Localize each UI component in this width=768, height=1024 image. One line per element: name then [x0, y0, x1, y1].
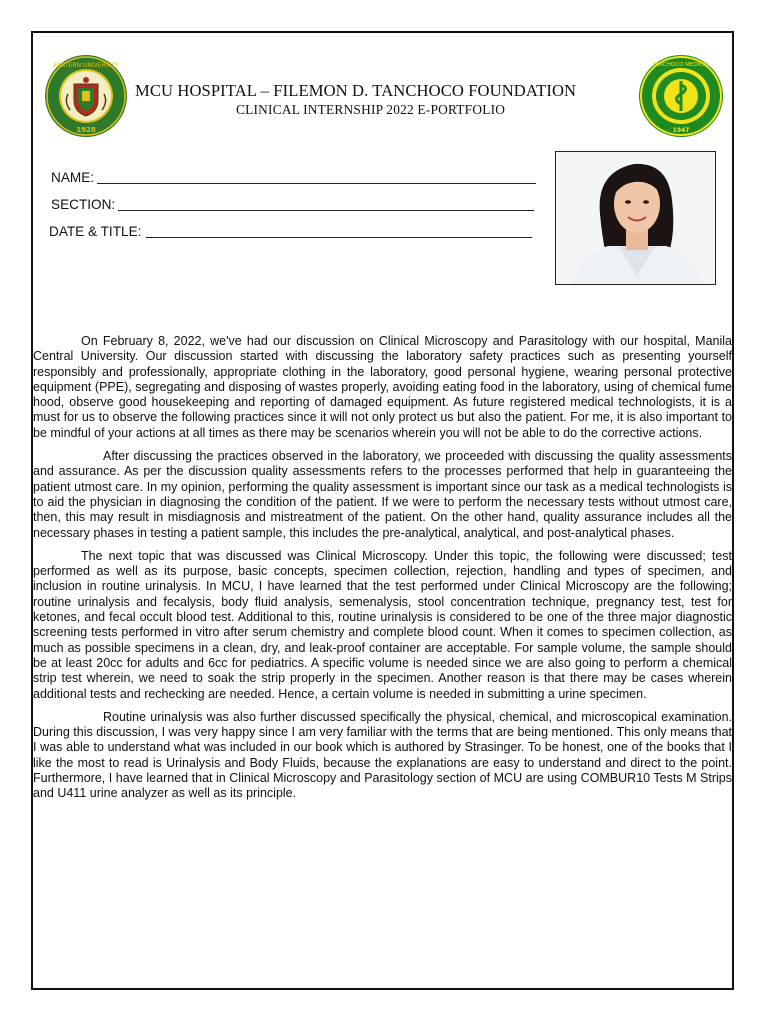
- medical-foundation-seal-icon: [638, 54, 724, 138]
- section-field[interactable]: [118, 210, 534, 211]
- date-title-label: DATE & TITLE:: [49, 224, 142, 239]
- seal-year: 1928: [76, 126, 96, 134]
- seal-ring-text: TANCHOCO MEDICAL: [652, 62, 710, 68]
- paragraph-2: After discussing the practices observed in the laboratory, we proceeded with discussing the quality assessments and assurance. As per the discussion quality assessments refers to the processes performed that help in guaranteeing the patient utmost care. In my opinion, performing the quality assessment is important since our task as a medical technologists is to aid the physician in diagnosing the condition of the patient. If we were to perform the necessary tests without utmost care, then, this may result in misdiagnosis and mistreatment of the patient. On the other hand, quality assurance includes all the necessary phases in testing a patient sample, this includes the pre-analytical, analytical, and post-analytical phases.: [33, 449, 732, 540]
- paragraph-3: The next topic that was discussed was Clinical Microscopy. Under this topic, the following were discussed; test performed as well as its purpose, basic concepts, specimen collection, rejection, handling and types of specimen, and inclusion in routine urinalysis. In MCU, I have learned that the test performed under Clinical Microscopy are the following; routine urinalysis and fecalysis, body fluid analysis, semenalysis, stool concentration technique, pregnancy test, test for ketones, and fecal occult blood test. Additional to this, routine urinalysis is considered to be one of the three major diagnostic screening tests performed in vitro after serum chemistry and complete blood count. When it comes to specimen collection, as much as possible specimens in a clean, dry, and leak-proof container are acceptable. For sample volume, the sample should be at least 20cc for adults and 6cc for pediatrics. A specific volume is needed since we are also going to perform a chemical strip test wherein, we need to soak the strip properly in the specimen. Another reason is that there may be cases wherein additional tests and rechecking are needed. Hence, a certain volume is needed in submitting a urine specimen.: [33, 548, 732, 701]
- paragraph-1: On February 8, 2022, we've had our discussion on Clinical Microscopy and Parasitology with our hospital, Manila Central University. Our discussion started with discussing the laboratory safety practices such as presenting yourself responsibly and professionally, appropriate clothing in the laboratory, good personal hygiene, wearing personal protective equipment (PPE), segregating and disposing of wastes properly, avoiding eating food in the laboratory, using of chemical fume hood, observe good housekeeping and reporting of damaged equipment. As future registered medical technologists, it is a must for us to observe the following practices since it will not only protect us but also the patient. For me, it is also important to be mindful of your actions at all times as there may be scenarios wherein you will not be able to do the corrective actions.: [33, 334, 732, 440]
- student-portrait-photo: [555, 151, 716, 285]
- seal-year: 1947: [672, 127, 690, 134]
- paragraph-4: Routine urinalysis was also further discussed specifically the physical, chemical, and microscopical examination. During this discussion, I was very happy since I am very familiar with the terms that are being mentioned. This only means that I was able to understand what was included in our book which is authored by Strasinger. To be honest, one of the books that I like the most to read is Urinalysis and Body Fluids, because the explanations are easy to understand and direct to the point. Furthermore, I have learned that in Clinical Microscopy and Parasitology section of MCU are using COMBUR10 Tests M Strips and U411 urine analyzer as well as its principle.: [33, 709, 732, 801]
- essay-body: [33, 334, 732, 810]
- name-label: NAME:: [51, 170, 95, 185]
- date-title-field[interactable]: [146, 237, 532, 238]
- name-field[interactable]: [97, 183, 536, 184]
- section-label: SECTION:: [51, 197, 116, 212]
- page-subtitle: CLINICAL INTERNSHIP 2022 E-PORTFOLIO: [236, 102, 506, 117]
- page-title: MCU HOSPITAL – FILEMON D. TANCHOCO FOUNDATION: [135, 81, 577, 100]
- seal-ring-text: EASTERN UNIVERSITY: [53, 62, 119, 69]
- university-seal-icon: [44, 54, 128, 138]
